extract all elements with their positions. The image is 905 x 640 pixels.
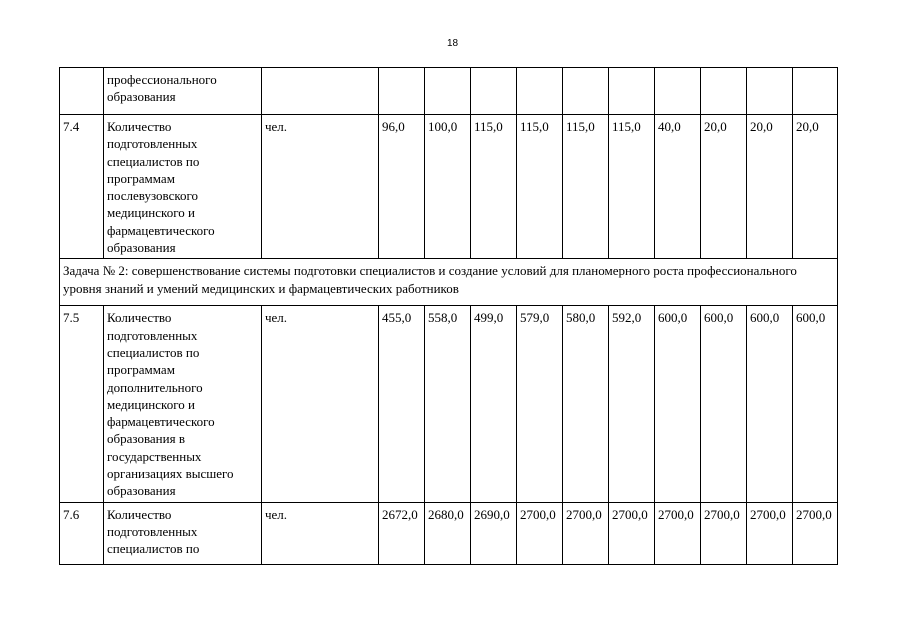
value-cell: 2680,0 [425,502,471,564]
value-cell: 2690,0 [471,502,517,564]
value-cell [655,68,701,115]
value-cell: 600,0 [701,306,747,502]
value-cell: 499,0 [471,306,517,502]
value-cell: 580,0 [563,306,609,502]
value-cell [563,68,609,115]
table-row [60,115,838,259]
value-cell: 600,0 [793,306,838,502]
value-cell: 115,0 [563,115,609,259]
table-row [60,502,838,564]
value-cell: 20,0 [747,115,793,259]
value-cell [701,68,747,115]
unit-cell: чел. [262,502,379,564]
table-row [60,68,838,115]
row-number: 7.6 [60,502,104,564]
indicator-name: Количество подготовленных специалистов по программам дополнительного медицинского и фармацевтического образования в государственных организациях высшего образования [104,306,262,502]
value-cell: 115,0 [609,115,655,259]
value-cell: 2700,0 [563,502,609,564]
indicator-name: Количество подготовленных специалистов по программам послевузовского медицинского и фармацевтического образования [104,115,262,259]
value-cell: 558,0 [425,306,471,502]
value-cell [517,68,563,115]
indicators-table [59,67,838,565]
value-cell: 592,0 [609,306,655,502]
value-cell: 579,0 [517,306,563,502]
value-cell: 2700,0 [793,502,838,564]
value-cell [471,68,517,115]
value-cell: 115,0 [517,115,563,259]
value-cell: 2700,0 [747,502,793,564]
unit-cell: чел. [262,115,379,259]
value-cell: 115,0 [471,115,517,259]
row-number: 7.4 [60,115,104,259]
value-cell [425,68,471,115]
value-cell: 2672,0 [379,502,425,564]
value-cell: 2700,0 [517,502,563,564]
indicator-name: Количество подготовленных специалистов по [104,502,262,564]
value-cell: 96,0 [379,115,425,259]
row-number: 7.5 [60,306,104,502]
value-cell: 2700,0 [609,502,655,564]
table-row [60,306,838,502]
value-cell: 455,0 [379,306,425,502]
row-number [60,68,104,115]
page-number: 18 [446,38,459,49]
value-cell: 40,0 [655,115,701,259]
value-cell: 20,0 [793,115,838,259]
value-cell [609,68,655,115]
value-cell: 600,0 [655,306,701,502]
value-cell [379,68,425,115]
value-cell: 2700,0 [701,502,747,564]
value-cell: 600,0 [747,306,793,502]
value-cell: 100,0 [425,115,471,259]
task-heading: Задача № 2: совершенствование системы подготовки специалистов и создание условий для планомерного роста профессионального уровня знаний и умений медицинских и фармацевтических работников [60,259,838,306]
value-cell: 2700,0 [655,502,701,564]
indicator-name: профессионального образования [104,68,262,115]
value-cell [793,68,838,115]
unit-cell [262,68,379,115]
unit-cell: чел. [262,306,379,502]
value-cell [747,68,793,115]
task-row [60,259,838,306]
value-cell: 20,0 [701,115,747,259]
